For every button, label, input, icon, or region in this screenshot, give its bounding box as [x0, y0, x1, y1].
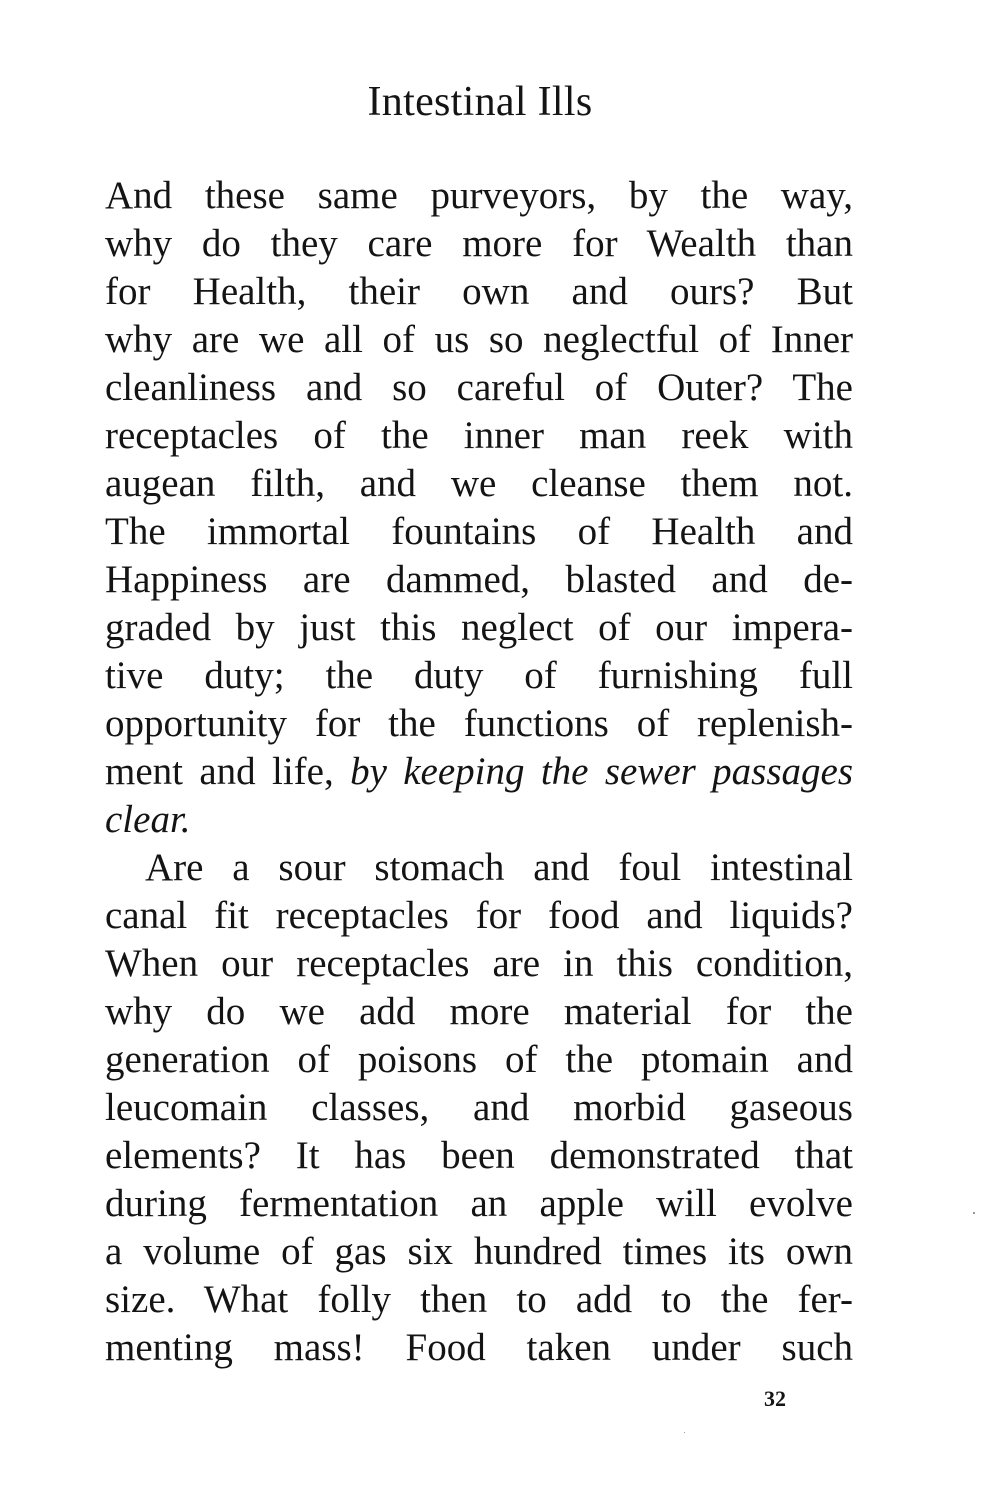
italic-run: by keeping the sewer passages — [350, 750, 853, 793]
text-line: why do they care more for Wealth than — [105, 222, 853, 265]
text-line: canal fit receptacles for food and liquids? — [105, 894, 853, 937]
text-line: augean filth, and we cleanse them not. — [105, 462, 853, 505]
text-line: Happiness are dammed, blasted and de- — [105, 558, 853, 601]
text-line: menting mass! Food taken under such — [105, 1326, 853, 1369]
text-line: for Health, their own and ours? But — [105, 270, 853, 313]
text-line: The immortal fountains of Health and — [105, 510, 853, 553]
text-line: during fermentation an apple will evolve — [105, 1182, 853, 1225]
text-line: why are we all of us so neglectful of Inner — [105, 318, 853, 361]
text-line: cleanliness and so careful of Outer? The — [105, 366, 853, 409]
text-line: opportunity for the functions of replenish- — [105, 702, 853, 745]
text-line-italic: clear. — [105, 798, 191, 841]
roman-run: ment and life, — [105, 750, 334, 793]
text-line: And these same purveyors, by the way, — [105, 174, 853, 217]
text-line: generation of poisons of the ptomain and — [105, 1038, 853, 1081]
page-number: 32 — [764, 1386, 786, 1411]
text-line-mixed — [105, 748, 853, 796]
running-head: Intestinal Ills — [367, 79, 593, 125]
text-line: graded by just this neglect of our impera- — [105, 606, 853, 649]
text-line: a volume of gas six hundred times its own — [105, 1230, 853, 1273]
text-line: leucomain classes, and morbid gaseous — [105, 1086, 853, 1129]
text-line: size. What folly then to add to the fer- — [105, 1278, 853, 1321]
text-line: tive duty; the duty of furnishing full — [105, 654, 853, 697]
text-line: When our receptacles are in this condition, — [105, 942, 853, 985]
text-line: receptacles of the inner man reek with — [105, 414, 853, 457]
body-text — [105, 172, 853, 1372]
text-line: elements? It has been demonstrated that — [105, 1134, 853, 1177]
text-line: why do we add more material for the — [105, 990, 853, 1033]
scan-speck — [684, 1432, 685, 1433]
text-line-indented: Are a sour stomach and foul intestinal — [145, 846, 853, 889]
scan-speck — [973, 1212, 975, 1214]
